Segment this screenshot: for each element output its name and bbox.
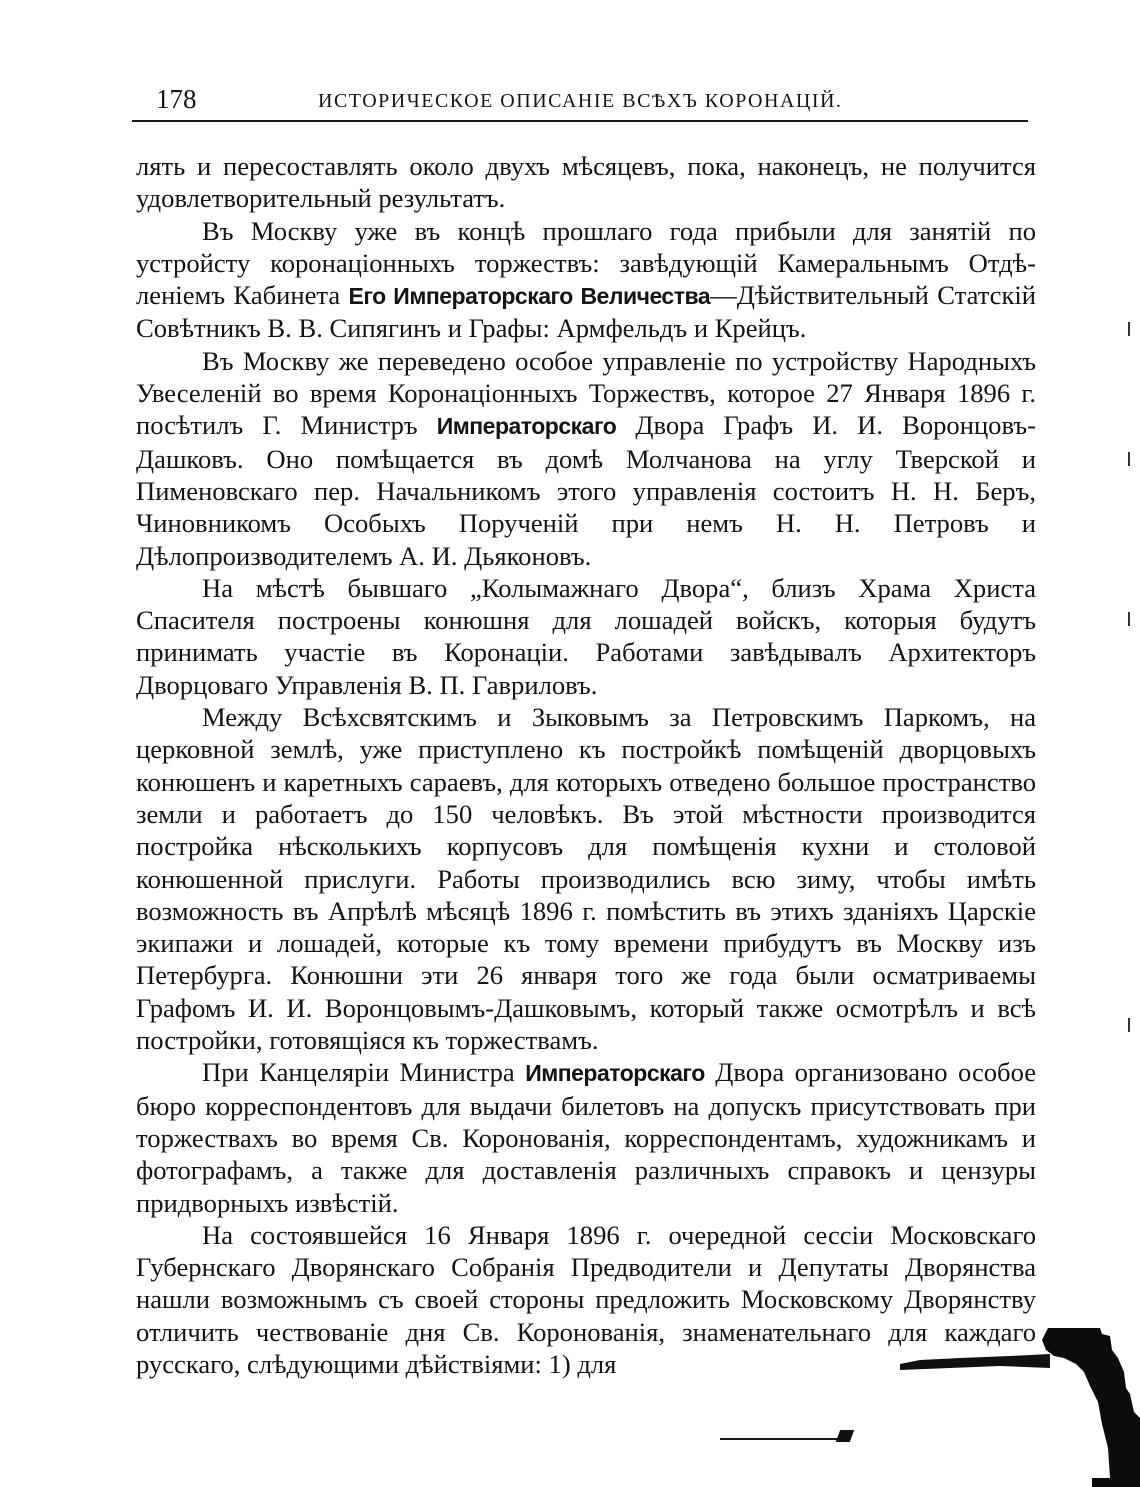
text-segment: Двора Графъ И. И. Воронцовъ-Дашковъ. Оно помѣщается въ домѣ Молчанова на углу Тверской и Пименовскаго пер. Начальникомъ этого управленія состоитъ Н. Н. Беръ, Чиновникомъ Особыхъ Порученій при немъ Н. Н. Петровъ и Дѣлопроизводителемъ А. И. Дьяконовъ. [136,410,1036,571]
margin-tick [1128,612,1130,626]
text-smudge [900,1352,1050,1372]
margin-tick [1128,322,1130,336]
text-segment: Въ Москву уже въ концѣ прошлаго года прибыли для занятій по устройсту коронаціонныхъ торжествъ: завѣдующій Камеральнымъ Отдѣленіемъ Кабинета [136,215,1036,311]
header-rule [132,121,196,122]
body-text [136,150,1036,1380]
text-segment: Между Всѣхсвятскимъ и Зыковымъ за Петровскимъ Паркомъ, на церковной землѣ, уже приступлено къ постройкѣ помѣщеній дворцовыхъ конюшенъ и каретныхъ сараевъ, для которыхъ отведено большое пространство земли и работаетъ до 150 человѣкъ. Въ этой мѣстности производится постройка нѣсколькихъ корпусовъ для помѣщенія кухни и столовой конюшенной прислуги. Работы производились всю зиму, чтобы имѣть возможность въ Апрѣлѣ мѣсяцѣ 1896 г. помѣстить въ этихъ зданіяхъ Царскіе экипажи и лошадей, которые къ тому времени прибудутъ въ Москву изъ Петербурга. Конюшни эти 26 января того же года были осматриваемы Графомъ И. И. Воронцовымъ-Дашковымъ, который также осмотрѣлъ и всѣ постройки, готовящіяся къ торжествамъ. [136,702,1036,1056]
text-segment: На мѣстѣ бывшаго „Колымажнаго Двора“, близъ Храма Христа Спасителя построены конюшня для лошадей войскъ, которыя будутъ принимать участіе въ Коронаціи. Работами завѣдывалъ Архитекторъ Дворцоваго Управленія В. П. Гавриловъ. [136,572,1036,700]
text-segment: —Дѣйствительный Статскій Совѣтникъ В. В. Сипягинъ и Графы: Армфельдъ и Крейцъ. [136,280,1036,344]
paragraph [136,215,1036,345]
ink-blot-decoration [1040,1328,1140,1487]
footer-mark [836,1430,854,1442]
footer-rule [720,1438,840,1440]
paragraph [136,345,1036,572]
running-title: ИСТОРИЧЕСКОЕ ОПИСАНІЕ ВСѢХЪ КОРОНАЦІЙ. [318,90,843,112]
page-number: 178 [156,84,197,114]
paragraph [136,572,1036,701]
emphasized-title: Императорскаго [525,1060,705,1087]
text-segment: Двора организовано особое бюро корреспондентовъ для выдачи билетовъ на допускъ присутствовать при торжествахъ во время Св. Коронованія, корреспондентамъ, художникамъ и фотографамъ, а также для доставленія различныхъ справокъ и цензуры придворныхъ извѣстій. [136,1057,1037,1218]
paragraph [136,701,1036,1056]
margin-tick [1128,452,1130,466]
paragraph [136,1056,1036,1218]
page-header [132,80,1028,122]
paragraph [136,150,1036,215]
text-segment: При Канцеляріи Министра [202,1057,526,1088]
text-segment: лять и пересоставлять около двухъ мѣсяцевъ, пока, наконецъ, не получится удовлетворительный результатъ. [136,151,1036,214]
text-segment: Въ Москву же переведено особое управленіе по устройству Народныхъ Увеселеній во время Коронаціонныхъ Торжествъ, которое 27 Января 1896 г. посѣтилъ Г. Министръ [136,345,1036,441]
margin-tick [1128,1018,1130,1032]
emphasized-title: Императорскаго [436,413,617,440]
text-segment: На состоявшейся 16 Января 1896 г. очередной сессіи Московскаго Губернскаго Дворянскаго Собранія Предводители и Депутаты Дворянства нашли возможнымъ съ своей стороны предложить Московскому Дворянству отличить чествованіе дня Св. Коронованія, знаменательнаго для каждаго русскаго, слѣдующими дѣйствіями: 1) для [136,1219,1036,1379]
emphasized-title: Его Императорскаго Величества [348,283,711,310]
